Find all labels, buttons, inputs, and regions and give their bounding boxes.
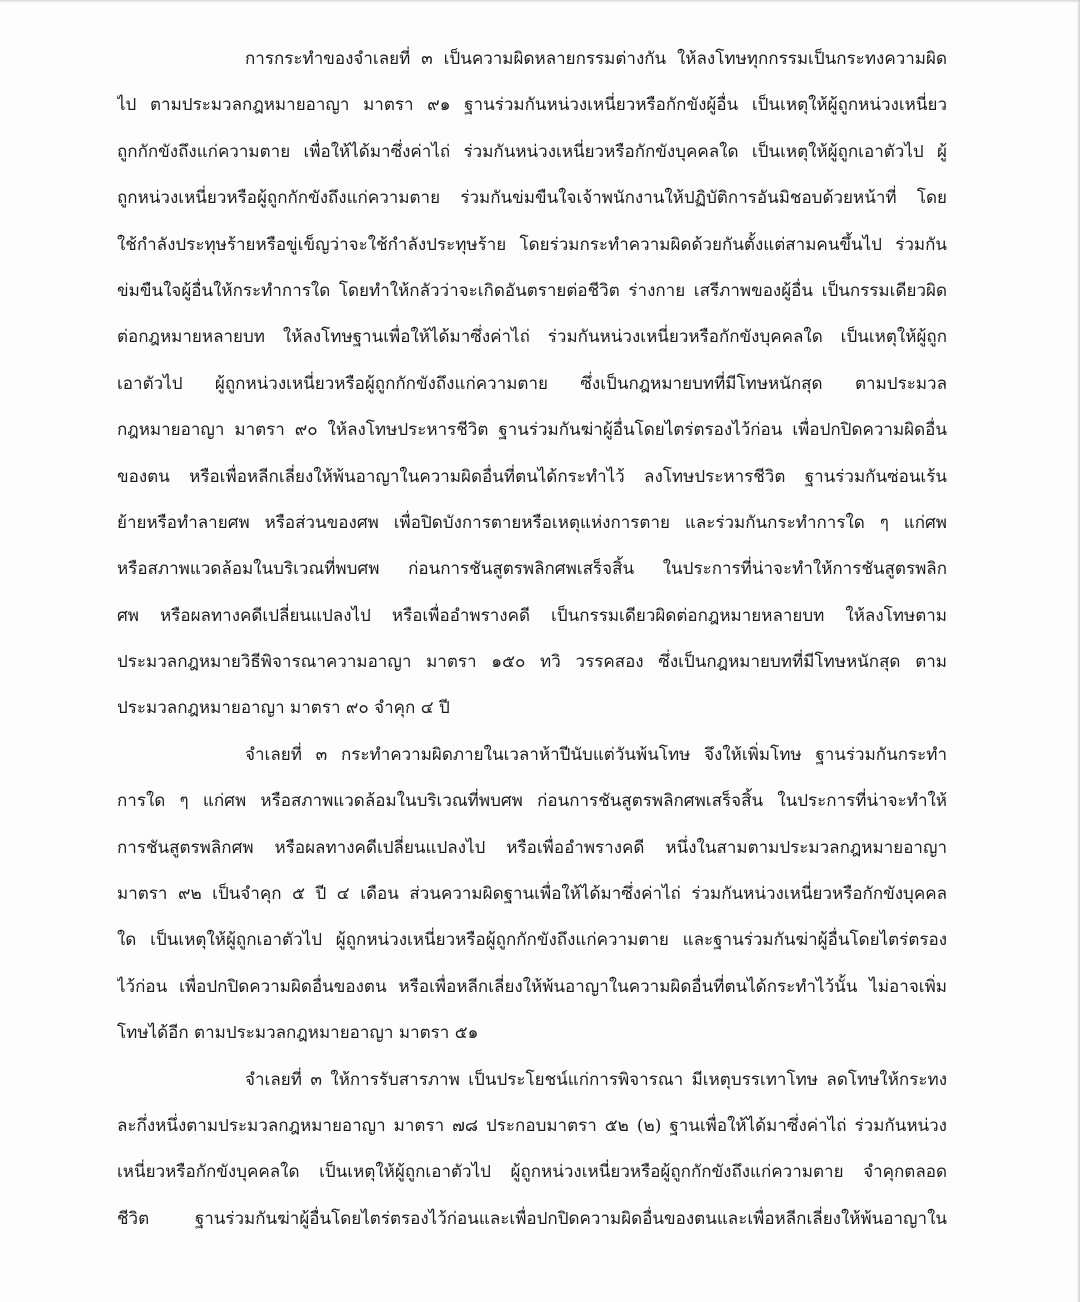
- text-line: ประมวลกฎหมายอาญา มาตรา ๙๐ จำคุก ๔ ปี: [117, 698, 450, 719]
- text-line: การใด ๆ แก่ศพ หรือสภาพแวดล้อมในบริเวณที่พบศพ ก่อนการชันสูตรพลิกศพเสร็จสิ้น ในประการที่น่าจะทำให้: [117, 791, 947, 812]
- text-line: จำเลยที่ ๓ กระทำความผิดภายในเวลาห้าปีนับแต่วันพ้นโทษ จึงให้เพิ่มโทษ ฐานร่วมกันกระทำ: [245, 744, 947, 765]
- document-body: [117, 36, 947, 1242]
- text-line: การชันสูตรพลิกศพ หรือผลทางคดีเปลี่ยนแปลงไป หรือเพื่ออำพรางคดี หนึ่งในสามตามประมวลกฎหมายอาญา: [117, 837, 947, 858]
- text-line: ของตน หรือเพื่อหลีกเลี่ยงให้พ้นอาญาในความผิดอื่นที่ตนได้กระทำไว้ ลงโทษประหารชีวิต ฐานร่วมกันซ่อนเร้น: [117, 466, 947, 487]
- text-line: ข่มขืนใจผู้อื่นให้กระทำการใด โดยทำให้กลัวว่าจะเกิดอันตรายต่อชีวิต ร่างกาย เสรีภาพของผู้อื่น เป็นกรรมเดียวผิด: [117, 280, 947, 301]
- text-line: ไป ตามประมวลกฎหมายอาญา มาตรา ๙๑ ฐานร่วมกันหน่วงเหนี่ยวหรือกักขังผู้อื่น เป็นเหตุให้ผู้ถูกหน่วงเหนี่ยว: [117, 95, 947, 116]
- text-line: ศพ หรือผลทางคดีเปลี่ยนแปลงไป หรือเพื่ออำพรางคดี เป็นกรรมเดียวผิดต่อกฎหมายหลายบท ให้ลงโทษตาม: [117, 605, 947, 626]
- text-line: เหนี่ยวหรือกักขังบุคคลใด เป็นเหตุให้ผู้ถูกเอาตัวไป ผู้ถูกหน่วงเหนี่ยวหรือผู้ถูกกักขังถึงแก่ความตาย จำคุกตลอด: [117, 1162, 947, 1183]
- text-line: ต่อกฎหมายหลายบท ให้ลงโทษฐานเพื่อให้ได้มาซึ่งค่าไถ่ ร่วมกันหน่วงเหนี่ยวหรือกักขังบุคคลใด เป็นเหตุให้ผู้ถูก: [117, 327, 947, 348]
- text-line: ย้ายหรือทำลายศพ หรือส่วนของศพ เพื่อปิดบังการตายหรือเหตุแห่งการตาย และร่วมกันกระทำการใด ๆ แก่ศพ: [117, 512, 947, 533]
- text-line: โทษได้อีก ตามประมวลกฎหมายอาญา มาตรา ๕๑: [117, 1023, 479, 1044]
- text-line: ถูกกักขังถึงแก่ความตาย เพื่อให้ได้มาซึ่งค่าไถ่ ร่วมกันหน่วงเหนี่ยวหรือกักขังบุคคลใด เป็นเหตุให้ผู้ถูกเอาตัวไป ผู้: [117, 141, 947, 162]
- text-line: ถูกหน่วงเหนี่ยวหรือผู้ถูกกักขังถึงแก่ความตาย ร่วมกันข่มขืนใจเจ้าพนักงานให้ปฏิบัติการอันมิชอบด้วยหน้าที่ โดย: [117, 188, 947, 209]
- page-top-edge: [0, 0, 1080, 3]
- text-line: ละกึ่งหนึ่งตามประมวลกฎหมายอาญา มาตรา ๗๘ ประกอบมาตรา ๕๒ (๒) ฐานเพื่อให้ได้มาซึ่งค่าไถ่ ร่วมกันหน่วง: [117, 1115, 947, 1136]
- text-line: ใช้กำลังประทุษร้ายหรือขู่เข็ญว่าจะใช้กำลังประทุษร้าย โดยร่วมกระทำความผิดด้วยกันตั้งแต่สามคนขึ้นไป ร่วมกัน: [117, 234, 947, 255]
- text-line: มาตรา ๙๒ เป็นจำคุก ๕ ปี ๔ เดือน ส่วนความผิดฐานเพื่อให้ได้มาซึ่งค่าไถ่ ร่วมกันหน่วงเหนี่ยวหรือกักขังบุคคล: [117, 884, 947, 905]
- text-line: การกระทำของจำเลยที่ ๓ เป็นความผิดหลายกรรมต่างกัน ให้ลงโทษทุกกรรมเป็นกระทงความผิด: [245, 49, 947, 69]
- text-line: ประมวลกฎหมายวิธีพิจารณาความอาญา มาตรา ๑๕๐ ทวิ วรรคสอง ซึ่งเป็นกฎหมายบทที่มีโทษหนักสุด ตาม: [117, 652, 947, 673]
- text-line: จำเลยที่ ๓ ให้การรับสารภาพ เป็นประโยชน์แก่การพิจารณา มีเหตุบรรเทาโทษ ลดโทษให้กระทง: [245, 1069, 947, 1090]
- text-line: ชีวิต ฐานร่วมกันฆ่าผู้อื่นโดยไตร่ตรองไว้ก่อนและเพื่อปกปิดความผิดอื่นของตนและเพื่อหลีกเลี่ยงให้พ้นอาญาใน: [117, 1208, 947, 1229]
- text-line: เอาตัวไป ผู้ถูกหน่วงเหนี่ยวหรือผู้ถูกกักขังถึงแก่ความตาย ซึ่งเป็นกฎหมายบทที่มีโทษหนักสุด ตามประมวล: [117, 373, 947, 394]
- text-line: กฎหมายอาญา มาตรา ๙๐ ให้ลงโทษประหารชีวิต ฐานร่วมกันฆ่าผู้อื่นโดยไตร่ตรองไว้ก่อน เพื่อปกปิดความผิดอื่น: [117, 420, 947, 441]
- text-line: ใด เป็นเหตุให้ผู้ถูกเอาตัวไป ผู้ถูกหน่วงเหนี่ยวหรือผู้ถูกกักขังถึงแก่ความตาย และฐานร่วมกันฆ่าผู้อื่นโดยไตร่ตรอง: [117, 930, 947, 951]
- text-line: หรือสภาพแวดล้อมในบริเวณที่พบศพ ก่อนการชันสูตรพลิกศพเสร็จสิ้น ในประการที่น่าจะทำให้การชันสูตรพลิก: [117, 559, 947, 580]
- text-line: ไว้ก่อน เพื่อปกปิดความผิดอื่นของตน หรือเพื่อหลีกเลี่ยงให้พ้นอาญาในความผิดอื่นที่ตนได้กระทำไว้นั้น ไม่อาจเพิ่ม: [117, 976, 947, 997]
